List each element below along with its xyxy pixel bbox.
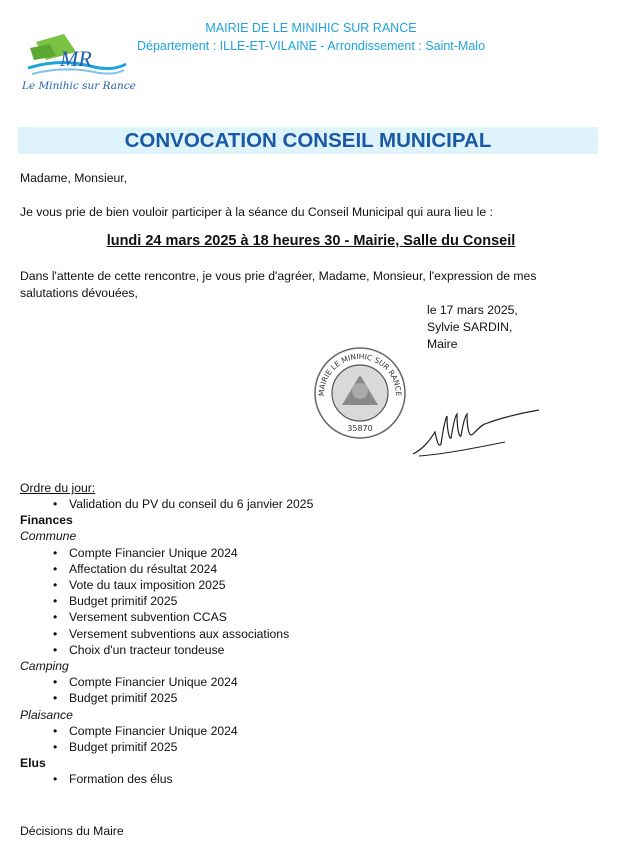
signature-date: le 17 mars 2025, <box>427 303 518 317</box>
header-mairie: MAIRIE DE LE MINIHIC SUR RANCE <box>205 21 417 35</box>
signatory-name: Sylvie SARDIN, <box>427 320 513 334</box>
list-item: • Validation du PV du conseil du 6 janvier 2025 <box>53 497 314 511</box>
subsection-commune: Commune <box>20 529 77 543</box>
list-item: • Formation des élus <box>53 772 173 786</box>
salutation: Madame, Monsieur, <box>20 171 128 185</box>
section-finances: Finances <box>20 513 73 527</box>
list-item: • Versement subventions aux associations <box>53 627 290 641</box>
list-item: • Choix d'un tracteur tondeuse <box>53 643 225 657</box>
header-departement: Département : ILLE-ET-VILAINE - Arrondissement : Saint-Malo <box>136 39 486 53</box>
decisions-du-maire: Décisions du Maire <box>20 824 124 838</box>
closing-line-2: salutations dévouées, <box>20 286 138 300</box>
logo-monogram: MR <box>60 46 92 71</box>
document-title: CONVOCATION CONSEIL MUNICIPAL <box>124 129 492 152</box>
subsection-camping: Camping <box>20 659 69 673</box>
section-elus: Elus <box>20 756 46 770</box>
official-seal <box>312 345 408 441</box>
seal-code: 35870 <box>347 424 373 433</box>
closing-line-1: Dans l'attente de cette rencontre, je vous prie d'agréer, Madame, Monsieur, l'expression de mes <box>20 269 537 283</box>
list-item: • Budget primitif 2025 <box>53 594 178 608</box>
intro-paragraph: Je vous prie de bien vouloir participer à la séance du Conseil Municipal qui aura lieu le : <box>20 205 493 219</box>
subsection-plaisance: Plaisance <box>20 708 73 722</box>
agenda-heading: Ordre du jour: <box>20 481 96 495</box>
list-item: • Vote du taux imposition 2025 <box>53 578 226 592</box>
list-item: • Versement subvention CCAS <box>53 610 227 624</box>
list-item: • Compte Financier Unique 2024 <box>53 546 238 560</box>
list-item: • Affectation du résultat 2024 <box>53 562 218 576</box>
meeting-date: lundi 24 mars 2025 à 18 heures 30 - Mairie, Salle du Conseil <box>106 233 516 249</box>
handwritten-signature <box>405 398 545 464</box>
list-item: • Compte Financier Unique 2024 <box>53 724 238 738</box>
list-item: • Budget primitif 2025 <box>53 691 178 705</box>
signatory-role: Maire <box>427 337 458 351</box>
logo-tagline: Le Minihic sur Rance <box>22 80 136 92</box>
list-item: • Compte Financier Unique 2024 <box>53 675 238 689</box>
list-item: • Budget primitif 2025 <box>53 740 178 754</box>
seal-text: MAIRIE LE MINIHIC SUR RANCE <box>316 351 404 397</box>
